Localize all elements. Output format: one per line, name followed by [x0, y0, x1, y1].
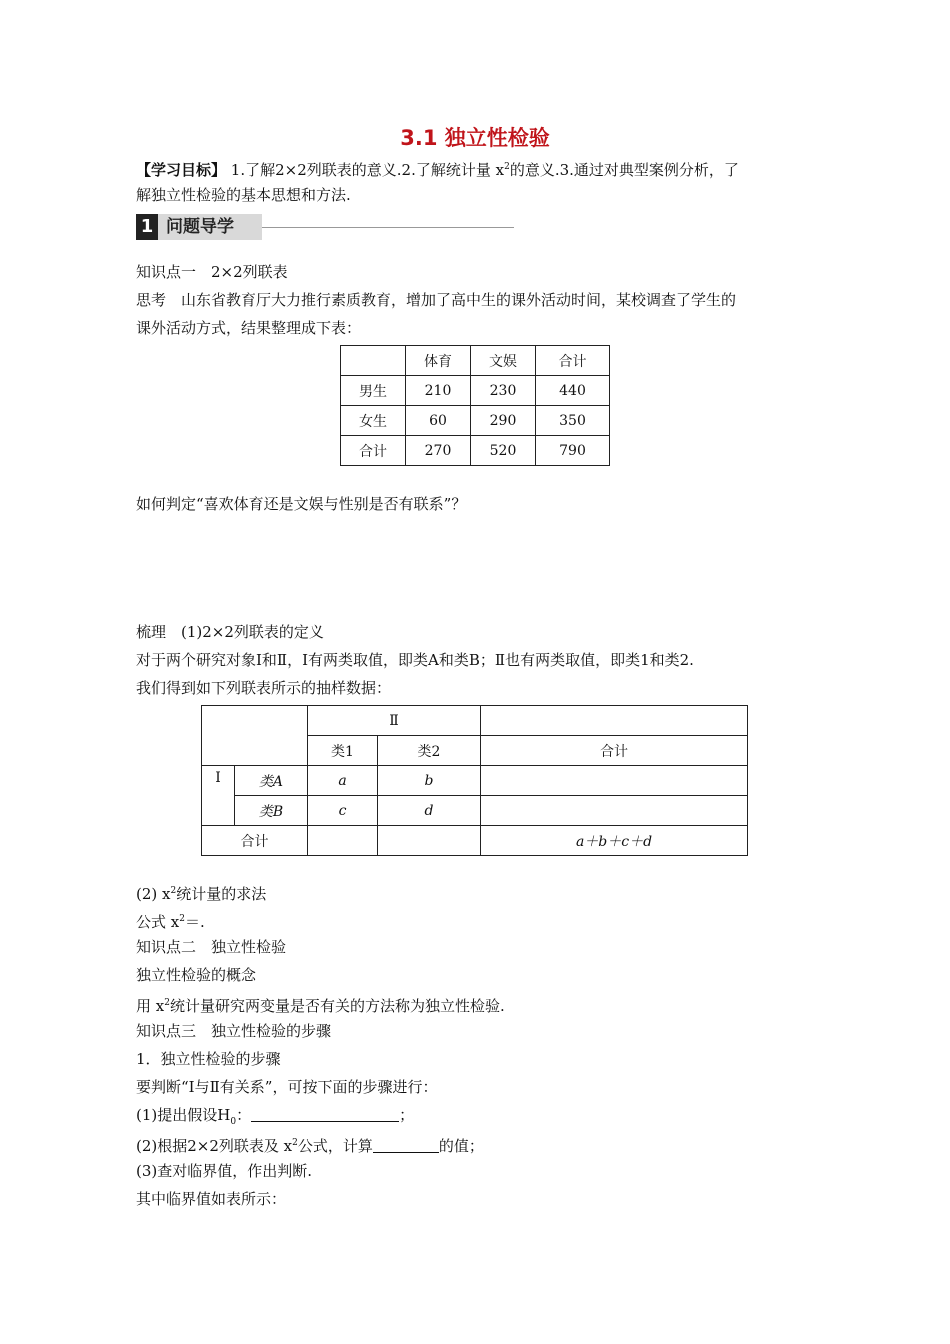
contingency-table — [201, 705, 748, 856]
learning-objectives — [136, 153, 739, 184]
table-cell-empty — [481, 766, 748, 796]
table-cell-empty — [481, 706, 748, 736]
table-cell-empty — [481, 796, 748, 826]
table-row — [341, 406, 610, 436]
knowledge-point-3: 知识点三 独立性检验的步骤 — [136, 1022, 332, 1040]
summary-line-1: 对于两个研究对象Ⅰ和Ⅱ，Ⅰ有两类取值，即类A和类B；Ⅱ也有两类取值，即类1和类2. — [136, 651, 694, 669]
summary-heading: 梳理 (1)2×2列联表的定义 — [136, 623, 324, 641]
concept-text-tail: 统计量研究两变量是否有关的方法称为独立性检验. — [169, 997, 505, 1015]
table-cell: 合计 — [341, 436, 406, 466]
concept-text — [136, 989, 505, 1020]
table-cell: 350 — [536, 406, 610, 436]
table-cell: 文娱 — [471, 346, 536, 376]
table-cell: 合计 — [481, 736, 748, 766]
table-cell: 合计 — [536, 346, 610, 376]
table-cell: 女生 — [341, 406, 406, 436]
objectives-line2: 解独立性检验的基本思想和方法. — [136, 186, 351, 204]
stat-heading-tail: 统计量的求法 — [176, 885, 267, 903]
table-row — [341, 436, 610, 466]
concept-sup: 2 — [164, 998, 170, 1008]
table-cell: 类2 — [378, 736, 481, 766]
table-cell-empty — [202, 706, 308, 766]
answer-blank[interactable] — [251, 1107, 399, 1122]
section-number: 1 — [136, 214, 158, 240]
knowledge-point-1: 知识点一 2×2列联表 — [136, 263, 288, 281]
table-cell: 类A — [235, 766, 308, 796]
table-cell: Ⅱ — [308, 706, 481, 736]
stat-heading — [136, 877, 266, 908]
section-rule — [262, 227, 514, 228]
concept-text-pre: 用 x — [136, 997, 165, 1015]
summary-line-2: 我们得到如下列联表所示的抽样数据： — [136, 679, 392, 697]
step-2-end: 的值； — [438, 1137, 484, 1155]
section-title: 问题导学 — [166, 217, 234, 237]
stat-heading-sup: 2 — [170, 886, 177, 896]
knowledge-point-2: 知识点二 独立性检验 — [136, 938, 287, 956]
table-cell: c — [308, 796, 378, 826]
formula-text: 公式 x — [136, 913, 180, 931]
table-cell: b — [378, 766, 481, 796]
steps-heading: 1．独立性检验的步骤 — [136, 1050, 281, 1068]
page-title: 3.1 独立性检验 — [400, 126, 550, 150]
table-cell: 合计 — [202, 826, 308, 856]
table-cell: a＋b＋c＋d — [481, 826, 748, 856]
table-row — [202, 826, 748, 856]
step-2 — [136, 1129, 484, 1160]
objectives-line1-tail: 的意义.3.通过对典型案例分析，了 — [509, 161, 739, 179]
formula-sup: 2 — [179, 914, 185, 924]
step-2-mid: 公式，计算 — [297, 1137, 373, 1155]
step-1-sub: 0 — [230, 1117, 237, 1127]
table-cell: 类B — [235, 796, 308, 826]
table-cell — [341, 346, 406, 376]
step-1-end: ； — [399, 1106, 415, 1124]
formula-tail: ＝. — [184, 913, 205, 931]
stat-heading-text: (2) x — [136, 885, 171, 903]
table-row — [341, 346, 610, 376]
table-cell: 210 — [406, 376, 471, 406]
table-cell: Ⅰ — [202, 766, 235, 826]
table-cell-empty — [378, 826, 481, 856]
table-cell: 60 — [406, 406, 471, 436]
objectives-line1: 1.了解2×2列联表的意义.2.了解统计量 x — [230, 161, 505, 179]
table-cell: 体育 — [406, 346, 471, 376]
table-row — [341, 376, 610, 406]
table-cell: 男生 — [341, 376, 406, 406]
question-text: 如何判定“喜欢体育还是文娱与性别是否有联系”？ — [136, 495, 467, 513]
table-cell: 230 — [471, 376, 536, 406]
concept-heading: 独立性检验的概念 — [136, 966, 257, 984]
step-1-colon: ： — [236, 1106, 252, 1124]
table-cell: 290 — [471, 406, 536, 436]
table-cell-empty — [308, 826, 378, 856]
table-cell: 440 — [536, 376, 610, 406]
formula-line — [136, 905, 205, 936]
table-cell: a — [308, 766, 378, 796]
table-cell: 270 — [406, 436, 471, 466]
step-1-text: (1)提出假设H — [136, 1106, 231, 1124]
step-2-text: (2)根据2×2列联表及 x — [136, 1137, 293, 1155]
step-3: (3)查对临界值，作出判断. — [136, 1162, 313, 1180]
table-cell: d — [378, 796, 481, 826]
table-row — [202, 766, 748, 796]
activity-table — [340, 345, 610, 466]
critical-values-text: 其中临界值如表所示： — [136, 1190, 287, 1208]
think-line-2: 课外活动方式，结果整理成下表： — [136, 319, 362, 337]
think-line-1: 思考 山东省教育厅大力推行素质教育，增加了高中生的课外活动时间，某校调查了学生的 — [136, 291, 737, 309]
answer-blank[interactable] — [373, 1138, 439, 1153]
objectives-label: 【学习目标】 — [136, 161, 227, 179]
table-cell: 520 — [471, 436, 536, 466]
steps-intro: 要判断“Ⅰ与Ⅱ有关系”，可按下面的步骤进行： — [136, 1078, 438, 1096]
table-row — [202, 706, 748, 736]
table-cell: 类1 — [308, 736, 378, 766]
table-cell: 790 — [536, 436, 610, 466]
step-2-sup: 2 — [292, 1138, 298, 1148]
table-row — [202, 796, 748, 826]
objectives-sup: 2 — [504, 162, 510, 172]
